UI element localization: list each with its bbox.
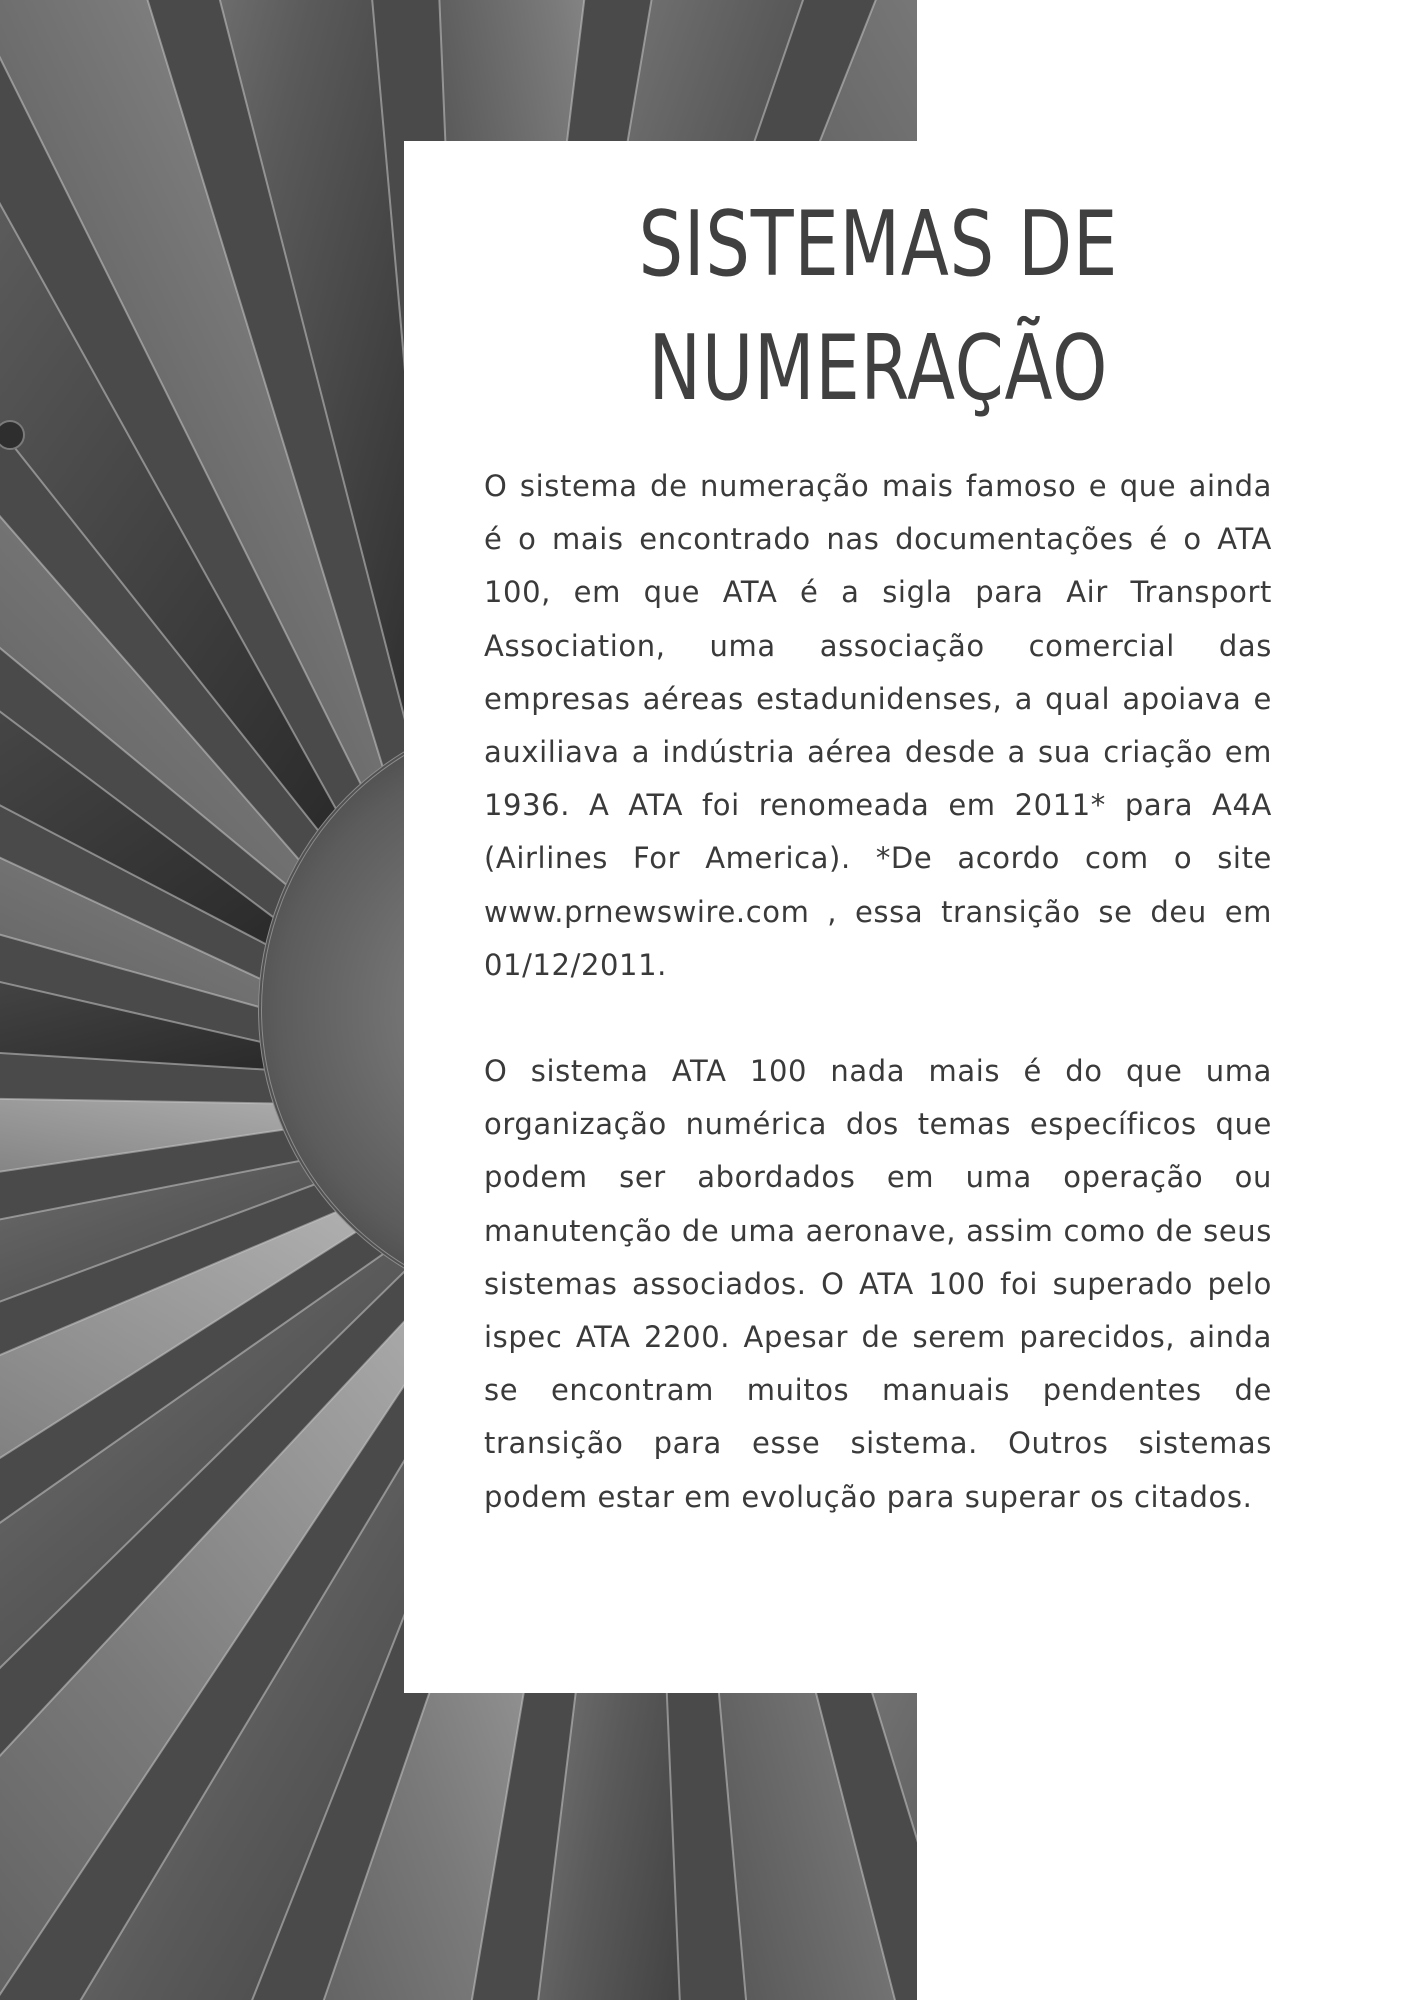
page-title-line-2: NUMERAÇÃO [648, 316, 1109, 421]
body-text [484, 460, 1272, 1524]
page-title [508, 183, 1249, 431]
paragraph-ata-system: O sistema ATA 100 nada mais é do que uma organização numérica dos temas específicos que podem ser abordados em uma operação ou manutenção de uma aeronave, assim como de seus sistemas associados. O ATA 100 foi superado pelo ispec ATA 2200. Apesar de serem parecidos, ainda se encontram muitos manuais pendentes de transição para esse sistema. Outros sistemas podem estar em evolução para superar os citados. [484, 1054, 1272, 1514]
page-title-line-1: SISTEMAS DE [638, 192, 1119, 297]
paragraph-ata-history: O sistema de numeração mais famoso e que ainda é o mais encontrado nas documentações é o ATA 100, em que ATA é a sigla para Air Transport Association, uma associação comercial das empresas aéreas estadunidenses, a qual apoiava e auxiliava a indústria aérea desde a sua criação em 1936. A ATA foi renomeada em 2011* para A4A (Airlines For America). *De acordo com o site www.prnewswire.com , essa transição se deu em 01/12/2011. [484, 469, 1272, 982]
